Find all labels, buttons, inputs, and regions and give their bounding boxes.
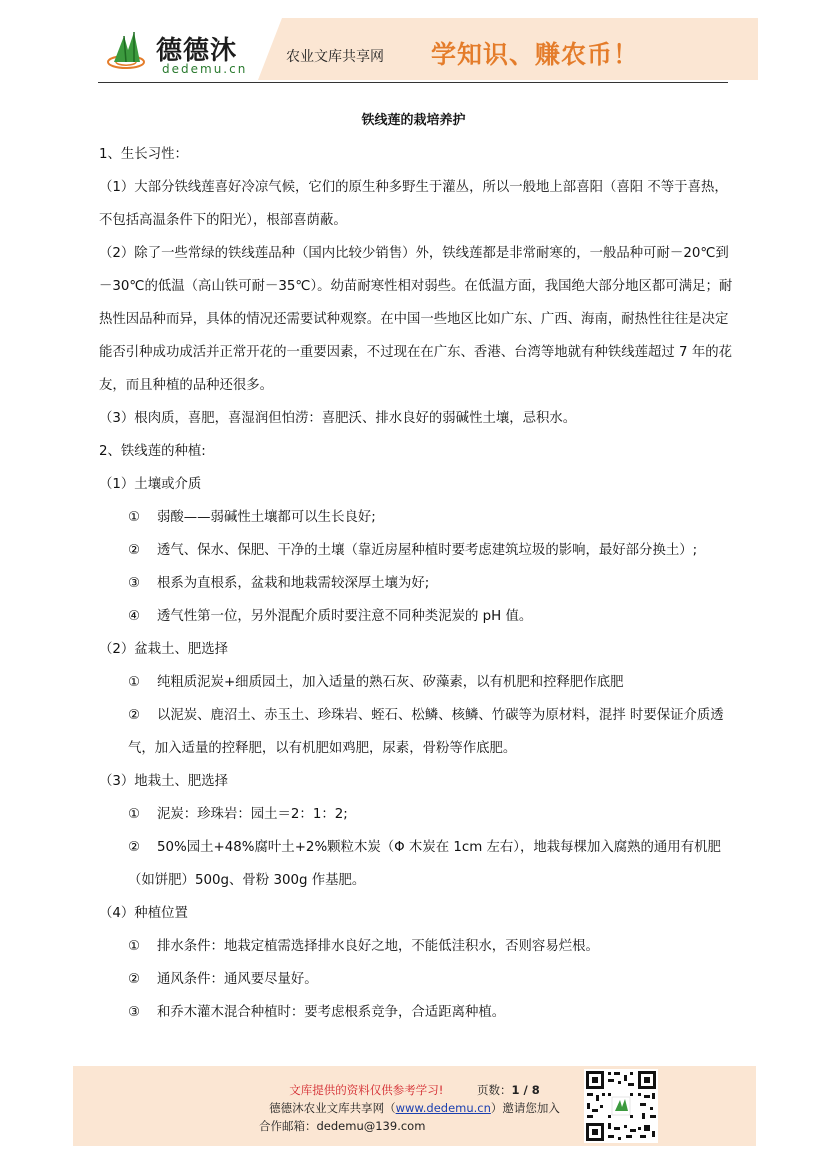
item-number: ② — [128, 708, 141, 723]
section-heading: 1、生长习性： — [99, 147, 188, 162]
site-name: 农业文库共享网 — [286, 49, 384, 65]
footer-notice: 文库提供的资料仅供参考学习! — [289, 1083, 444, 1097]
item-number: ③ — [128, 1005, 141, 1020]
website-link[interactable]: www.dedemu.cn — [395, 1101, 491, 1115]
site-logo[interactable] — [98, 18, 268, 80]
paragraph: （1）大部分铁线莲喜好冷凉气候，它们的原生种多野生于灌丛，所以一般地上部喜阳（喜阳 不等于喜热，不包括高温条件下的阳光），根部喜荫蔽。 — [99, 180, 728, 228]
header-divider — [98, 82, 728, 83]
document-body — [99, 138, 735, 1029]
item-number: ② — [128, 972, 141, 987]
item-text: 排水条件：地栽定植需选择排水良好之地，不能低洼积水，否则容易烂根。 — [157, 939, 599, 954]
paragraph: （2）除了一些常绿的铁线莲品种（国内比较少销售）外，铁线莲都是非常耐寒的，一般品种可耐－20℃到－30℃的低温（高山铁可耐－35℃）。幼苗耐寒性相对弱些。在低温方面，我国绝大部分地区都可满足；耐热性因品种而异，具体的情况还需要试种观察。在中国一些地区比如广东、广西、海南，耐热性往往是决定能否引种成功成活并正常开花的一重要因素，不过现在在广东、香港、台湾等地就有种铁线莲超过 7 年的花友，而且种植的品种还很多。 — [99, 246, 733, 393]
item-text: 50%园土+48%腐叶土+2%颗粒木炭（Φ 木炭在 1cm 左右），地栽每棵加入腐熟的通用有机肥（如饼肥）500g、骨粉 300g 作基肥。 — [128, 840, 721, 888]
paragraph: （3）根肉质，喜肥，喜湿润但怕涝：喜肥沃、排水良好的弱碱性土壤，忌积水。 — [99, 411, 577, 426]
item-text: 和乔木灌木混合种植时：要考虑根系竞争，合适距离种植。 — [157, 1005, 506, 1020]
list-item — [99, 600, 735, 633]
list-item — [99, 831, 735, 897]
subsection-heading: （1）土壤或介质 — [99, 477, 202, 492]
page-indicator — [477, 1083, 540, 1097]
item-text: 泥炭：珍珠岩：园土＝2：1：2; — [157, 807, 348, 822]
footer-invite-suffix: ）邀请您加入 — [490, 1101, 560, 1115]
page-label: 页数： — [477, 1083, 512, 1097]
page-header — [98, 18, 758, 80]
list-item — [99, 798, 735, 831]
item-number: ① — [128, 510, 141, 525]
section-heading: 2、铁线莲的种植: — [99, 444, 206, 459]
item-number: ④ — [128, 609, 141, 624]
footer-invite-prefix: 德德沐农业文库共享网（ — [269, 1101, 396, 1115]
item-number: ③ — [128, 576, 141, 591]
list-item — [99, 666, 735, 699]
subsection-heading: （3）地栽土、肥选择 — [99, 774, 229, 789]
list-item — [99, 567, 735, 600]
list-item — [99, 699, 735, 765]
footer-email: 合作邮箱：dedemu@139.com — [259, 1119, 426, 1133]
item-text: 透气性第一位，另外混配介质时要注意不同种类泥炭的 pH 值。 — [157, 609, 533, 624]
qr-code-icon — [584, 1069, 658, 1143]
item-number: ① — [128, 939, 141, 954]
item-text: 根系为直根系，盆栽和地栽需较深厚土壤为好; — [157, 576, 430, 591]
item-number: ② — [128, 543, 141, 558]
subsection-heading: （2）盆栽土、肥选择 — [99, 642, 229, 657]
page-value: 1 / 8 — [511, 1083, 540, 1097]
subsection-heading: （4）种植位置 — [99, 906, 188, 921]
item-text: 以泥炭、鹿沼土、赤玉土、珍珠岩、蛭石、松鳞、核鳞、竹碳等为原材料，混拌 时要保证介质透气，加入适量的控释肥，以有机肥如鸡肥，尿素，骨粉等作底肥。 — [128, 708, 724, 756]
bamboo-logo-icon — [104, 28, 152, 72]
list-item — [99, 996, 735, 1029]
item-number: ② — [128, 840, 141, 855]
logo-chinese-text: 德德沐 — [156, 36, 238, 66]
list-item — [99, 963, 735, 996]
list-item — [99, 534, 735, 567]
document-title: 铁线莲的栽培养护 — [361, 113, 466, 128]
item-number: ① — [128, 807, 141, 822]
slogan: 学知识、赚农币！ — [431, 40, 640, 69]
item-text: 弱酸——弱碱性土壤都可以生长良好; — [157, 510, 376, 525]
item-text: 纯粗质泥炭+细质园土，加入适量的熟石灰、矽藻素，以有机肥和控释肥作底肥 — [157, 675, 624, 690]
item-number: ① — [128, 675, 141, 690]
list-item — [99, 501, 735, 534]
list-item — [99, 930, 735, 963]
item-text: 通风条件：通风要尽量好。 — [157, 972, 318, 987]
item-text: 透气、保水、保肥、干净的土壤（靠近房屋种植时要考虑建筑垃圾的影响，最好部分换土）; — [157, 543, 698, 558]
logo-english-text: dedemu.cn — [162, 62, 248, 76]
